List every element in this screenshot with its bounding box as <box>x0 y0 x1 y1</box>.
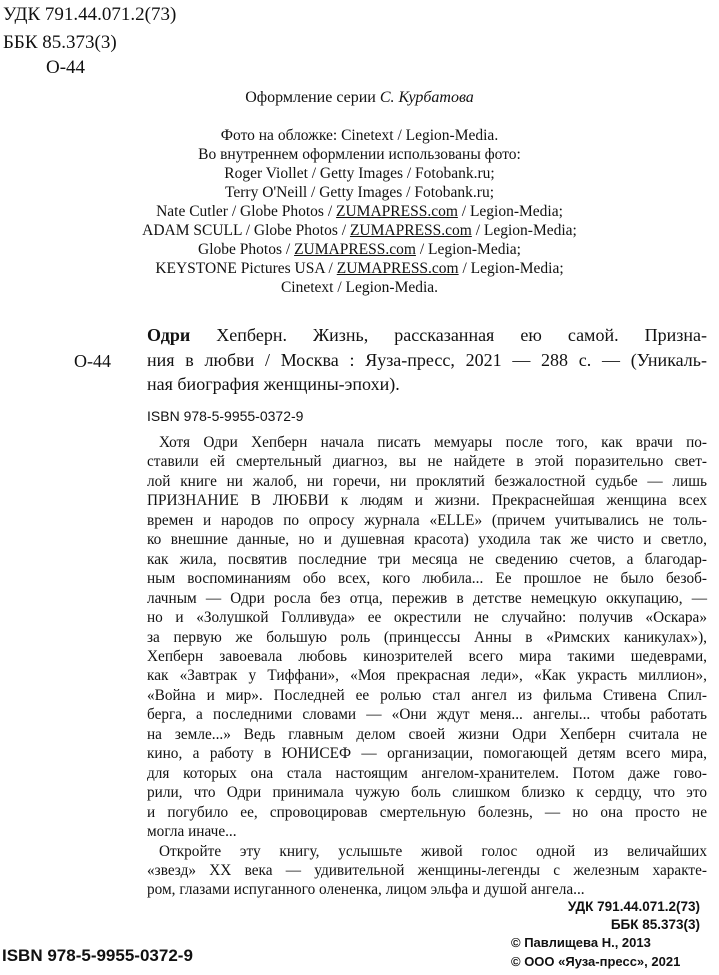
abstract-line: берга, а последними словами — «Они ждут меня... ангелы... чтобы работать <box>147 706 707 724</box>
credit-line <box>0 240 719 259</box>
series-design-prefix: Оформление серии <box>245 89 376 106</box>
udk-code: УДК 791.44.071.2(73) <box>3 4 177 25</box>
abstract-line: ставили ей смертельный диагноз, вы не найдете в этой поразительно свет- <box>147 453 707 471</box>
copyright-author: © Павлищева Н., 2013 <box>511 935 651 950</box>
biblio-line <box>147 323 707 348</box>
biblio-line: ния в любви / Москва : Яуза-пресс, 2021 — 288 с. — (Уникаль- <box>147 349 707 370</box>
credit-line: Фото на обложке: Cinetext / Legion-Media. <box>220 127 499 144</box>
credit-line <box>0 202 719 221</box>
credit-text: / Legion-Media; <box>471 222 577 239</box>
series-design <box>0 89 719 107</box>
series-designer: С. Курбатова <box>379 89 474 106</box>
abstract-line: для которых она стала настоящим ангелом-хранителем. Потом даже гово- <box>147 764 707 782</box>
abstract-line: «Война и мир». Последней ее ролью стал ангел из фильма Стивена Спил- <box>147 686 707 704</box>
credit-line: Во внутреннем оформлении использованы фото: <box>198 146 521 163</box>
zumapress-link[interactable]: ZUMAPRESS.com <box>294 241 416 258</box>
abstract-line: лой книге ни жалоб, ни горечи, ни проклятий безжалостной судьбе — лишь <box>147 472 707 490</box>
abstract-line: как жила, посвятив последние три месяца не сведению счетов, а благодар- <box>147 550 707 568</box>
abstract-line: как «Завтрак у Тиффани», «Моя прекрасная леди», «Как украсть миллион», <box>147 667 707 685</box>
credit-text: / Legion-Media; <box>457 203 563 220</box>
credit-line: Roger Viollet / Getty Images / Fotobank.ru; <box>224 165 495 182</box>
photo-credits <box>0 126 719 297</box>
abstract <box>147 433 707 900</box>
credit-text: KEYSTONE Pictures USA / <box>155 260 337 277</box>
credit-line <box>0 221 719 240</box>
abstract-line: рили, что Одри принимала чужую боль слишком близко к сердцу, что это <box>147 784 707 802</box>
abstract-line: могла иначе... <box>147 823 237 841</box>
credit-text: Globe Photos / <box>198 241 295 258</box>
biblio-isbn: ISBN 978-5-9955-0372-9 <box>147 408 304 424</box>
abstract-line: ПРИЗНАНИЕ В ЛЮБВИ к людям и жизни. Прекраснейшая женщина всех <box>147 492 707 510</box>
abstract-line: ко внешние данные, но и душевная красота) уходила так же чисто и светло, <box>147 531 707 549</box>
biblio-author: Одри <box>147 325 191 345</box>
abstract-line: и погубило ее, спровоцировав смертельную болезнь, — но она просто не <box>147 803 707 821</box>
abstract-line: но и «Золушкой Голливуда» ее окрестили не случайно: получив «Оскара» <box>147 609 707 627</box>
abstract-line: ным воспоминаниям обо всех, кого любила... Ее прошлое не было безоб- <box>147 570 707 588</box>
footer-udk: УДК 791.44.071.2(73) <box>567 899 700 914</box>
credit-text: / Legion-Media; <box>415 241 521 258</box>
biblio-side-code: О-44 <box>74 351 111 371</box>
abstract-line: ром, глазами испуганного олененка, лицом эльфа и душой ангела... <box>147 881 585 899</box>
bbk-code: ББК 85.373(3) <box>3 32 117 53</box>
credit-text: / Legion-Media; <box>458 260 564 277</box>
abstract-line: Хотя Одри Хепберн начала писать мемуары после того, как врачи по- <box>159 434 707 451</box>
credit-line: Terry O'Neill / Getty Images / Fotobank.ru; <box>224 184 495 201</box>
abstract-line: времен и народов по опросу журнала «ELLE» (причем учитывались не толь- <box>147 511 707 529</box>
footer-codes <box>568 898 700 934</box>
abstract-line: за первую же большую роль (принцессы Анны в «Римских каникулах»), <box>147 628 707 646</box>
biblio-title: Хепберн. Жизнь, рассказанная ею самой. Призна- <box>190 325 707 345</box>
author-sign: О-44 <box>46 57 86 78</box>
bibliographic-record <box>147 323 707 397</box>
zumapress-link[interactable]: ZUMAPRESS.com <box>336 260 459 277</box>
credit-line <box>0 259 719 278</box>
abstract-line: Откройте эту книгу, услышьте живой голос одной из величайших <box>159 842 707 860</box>
footer-bbk: ББК 85.373(3) <box>610 917 700 932</box>
abstract-line: на земле...» Ведь главным делом своей жизни Одри Хепберн считала не <box>147 725 707 743</box>
abstract-line: кино, а работу в ЮНИСЕФ — организации, помогающей детям всего мира, <box>147 745 707 763</box>
footer-isbn: ISBN 978-5-9955-0372-9 <box>2 946 193 965</box>
credit-text: Nate Cutler / Globe Photos / <box>156 203 337 220</box>
abstract-line: «звезд» XX века — удивительной женщины-легенды с железным характе- <box>147 861 707 879</box>
biblio-line: ная биография женщины-эпохи). <box>147 374 400 394</box>
credit-line: Cinetext / Legion-Media. <box>280 279 439 296</box>
zumapress-link[interactable]: ZUMAPRESS.com <box>336 203 458 220</box>
copyright-publisher: © ООО «Яуза-пресс», 2021 <box>511 954 681 969</box>
zumapress-link[interactable]: ZUMAPRESS.com <box>349 222 472 239</box>
credit-text: ADAM SCULL / Globe Photos / <box>142 222 350 239</box>
copyright-block <box>511 933 680 971</box>
abstract-line: лачным — Одри росла без отца, пережив в детстве немецкую оккупацию, — <box>147 589 707 607</box>
abstract-line: Хепберн завоевала любовь кинозрителей всего мира такими шедеврами, <box>147 647 707 665</box>
